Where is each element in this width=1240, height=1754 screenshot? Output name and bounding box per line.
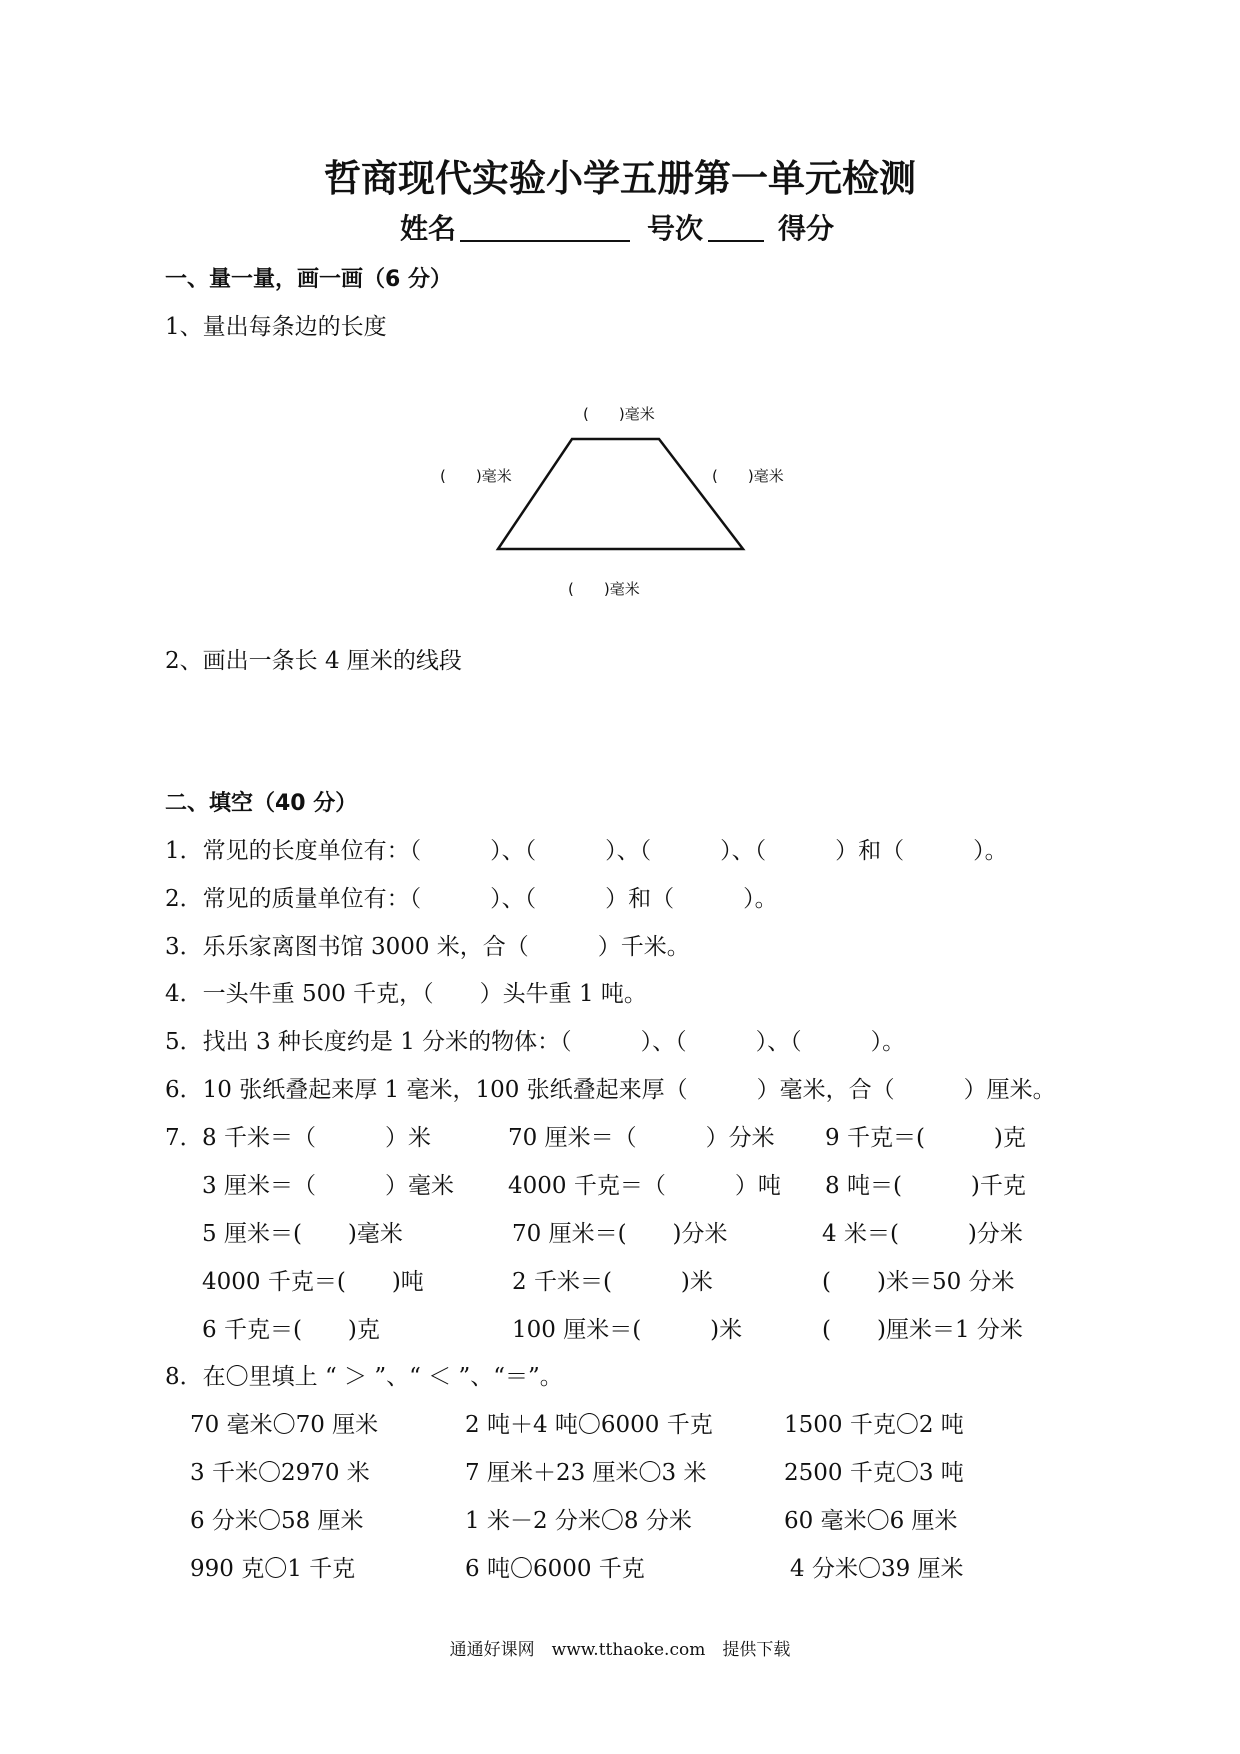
conversion-item: 9 千克＝( )克: [825, 1125, 1026, 1151]
s1-question-1: 1、量出每条边的长度: [165, 314, 387, 340]
s2-question-5: 5．找出 3 种长度约是 1 分米的物体：（ ）、（ ）、（ ）。: [165, 1029, 906, 1055]
conversion-item: 5 厘米＝( )毫米: [202, 1221, 403, 1247]
name-label: 姓名: [400, 212, 457, 245]
page-title: 哲商现代实验小学五册第一单元检测: [324, 157, 916, 200]
conversion-item: 2 千米＝( )米: [512, 1269, 713, 1295]
conversion-item: 4000 千克＝（ ）吨: [508, 1173, 781, 1199]
conversion-item: 70 厘米＝（ ）分米: [508, 1125, 775, 1151]
s2-question-7-number: 7．: [165, 1125, 203, 1151]
comparison-item: 1500 千克〇2 吨: [784, 1412, 964, 1438]
comparison-item: 2 吨＋4 吨〇6000 千克: [465, 1412, 713, 1438]
comparison-item: 7 厘米＋23 厘米〇3 米: [465, 1460, 707, 1486]
conversion-item: 3 厘米＝（ ）毫米: [202, 1173, 454, 1199]
section1-heading: 一、量一量，画一画（6 分）: [165, 267, 452, 292]
conversion-item: 8 吨＝( )千克: [825, 1173, 1026, 1199]
s1-question-2: 2、画出一条长 4 厘米的线段: [165, 648, 462, 674]
s2-question-4: 4．一头牛重 500 千克，（ ）头牛重 1 吨。: [165, 981, 647, 1007]
trapezoid-bottom-label: ( )毫米: [568, 580, 640, 598]
comparison-item: 6 分米〇58 厘米: [190, 1508, 364, 1534]
comparison-item: 990 克〇1 千克: [190, 1556, 356, 1582]
s2-question-1: 1．常见的长度单位有：（ ）、（ ）、（ ）、（ ）和（ ）。: [165, 838, 1008, 864]
conversion-item: 8 千米＝（ ）米: [202, 1125, 431, 1151]
s2-question-2: 2．常见的质量单位有：（ ）、（ ）和（ ）。: [165, 886, 778, 912]
s2-question-6: 6．10 张纸叠起来厚 1 毫米，100 张纸叠起来厚（ ）毫米，合（ ）厘米。: [165, 1077, 1056, 1103]
conversion-item: 70 厘米＝( )分米: [512, 1221, 728, 1247]
comparison-item: 6 吨〇6000 千克: [465, 1556, 645, 1582]
trapezoid-top-label: ( )毫米: [583, 405, 655, 423]
trapezoid-left-label: ( )毫米: [440, 467, 512, 485]
comparison-item: 1 米－2 分米〇8 分米: [465, 1508, 692, 1534]
conversion-item: 4000 千克＝( )吨: [202, 1269, 424, 1295]
score-label: 得分: [778, 212, 835, 245]
number-label: 号次: [647, 212, 704, 245]
comparison-item: 70 毫米〇70 厘米: [190, 1412, 379, 1438]
trapezoid-right-label: ( )毫米: [712, 467, 784, 485]
conversion-item: ( )米＝50 分米: [822, 1269, 1015, 1295]
footer-source: 通通好课网 www.tthaoke.com 提供下载: [449, 1640, 791, 1660]
comparison-item: 60 毫米〇6 厘米: [784, 1508, 958, 1534]
conversion-item: 4 米＝( )分米: [822, 1221, 1023, 1247]
conversion-item: 6 千克＝( )克: [202, 1317, 380, 1343]
s2-question-8: 8．在〇里填上 “ ＞ ”、“ ＜ ”、“＝”。: [165, 1364, 563, 1390]
section2-heading: 二、填空（40 分）: [165, 791, 358, 816]
conversion-item: ( )厘米＝1 分米: [822, 1317, 1023, 1343]
comparison-item: 3 千米〇2970 米: [190, 1460, 370, 1486]
s2-question-3: 3．乐乐家离图书馆 3000 米，合（ ）千米。: [165, 934, 690, 960]
conversion-item: 100 厘米＝( )米: [512, 1317, 743, 1343]
comparison-item: 4 分米〇39 厘米: [790, 1556, 964, 1582]
comparison-item: 2500 千克〇3 吨: [784, 1460, 964, 1486]
trapezoid-shape: [498, 439, 743, 549]
